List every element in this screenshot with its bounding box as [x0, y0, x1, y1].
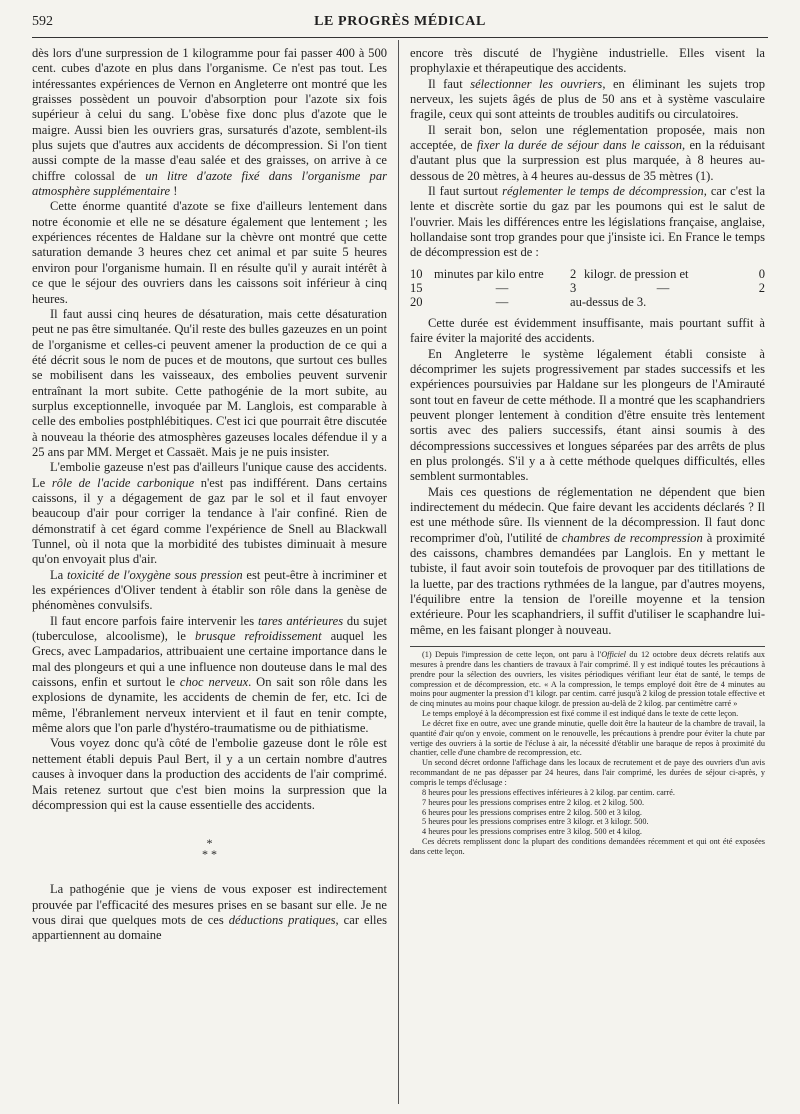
paragraph: L'embolie gazeuse n'est pas d'ailleurs l'unique cause des accidents. Le rôle de l'acide carbonique n'est pas indifférent. Dans certains caissons, il y a dégagement de gaz par le sol et il faut envoyer beaucoup d'air pour corriger la tendance à l'air confiné. Rien de démonstratif à cet égard comme l'expérience de Snell au Blackwall Tunnel, où il nota que la morbidité des tubistes diminuait à mesure qu'on envoyait plus d'air. — [32, 460, 387, 567]
table-row: 10 minutes par kilo entre 2 kilogr. de pression et 0 — [410, 266, 765, 281]
footnote: 7 heures pour les pressions comprises entre 2 kilog. et 2 kilog. 500. — [422, 797, 645, 807]
paragraph: encore très discuté de l'hygiène industrielle. Elles visent la prophylaxie et thérapeutique des accidents. — [410, 46, 765, 76]
left-column — [32, 46, 387, 944]
decompression-table — [410, 267, 765, 309]
footnote: 8 heures pour les pressions effectives inférieures à 2 kilog. par centim. carré. — [422, 787, 675, 797]
footnote: (1) Depuis l'impression de cette leçon, ont paru à l'Officiel du 12 octobre deux décrets relatifs aux mesures à prendre dans les chantiers de travaux à l'air comprimé. Il y est indiqué toutes les précautions à prendre pour la sélection des ouvriers, les visites périodiques vérifiant leur état de santé, le temps de compression et de décompression, etc. « A la compression, le temps employé doit être de 4 minutes au moins pour augmenter la pression d'1 kilogr. par centim. carré jusqu'à 2 kilog de pression totale effective et de cinq minutes au moins pour chaque kilogr. de pression au-delà de 2 kilog. par centimètre carré » — [410, 650, 765, 709]
footnotes — [410, 650, 765, 857]
footnote: Un second décret ordonne l'affichage dans les locaux de recrutement et de paye des ouvriers d'un avis recommandant de ne pas dépasser par 24 heures, dans l'air comprimé, les durées de séjour ci-après, y compris le temps d'éclusage : — [410, 758, 765, 787]
journal-title: LE PROGRÈS MÉDICAL — [314, 14, 486, 29]
paragraph: Il faut sélectionner les ouvriers, en éliminant les sujets trop nerveux, les sujets âgés de plus de 50 ans et à système vasculaire fragile, ceux qui sont atteints de troubles auditifs ou circulatoires. — [410, 76, 765, 122]
paragraph: Il serait bon, selon une réglementation proposée, mais non acceptée, de fixer la durée de séjour dans le caisson, en la réduisant d'autant plus que la surpression est plus marquée, à 8 heures au-dessous de 20 mètres, à 4 heures au-dessus de 35 mètres (1). — [410, 122, 766, 183]
section-separator: * * * — [202, 836, 217, 862]
paragraph: Vous voyez donc qu'à côté de l'embolie gazeuse dont le rôle est nettement établi depuis Paul Bert, il y a un certain nombre d'autres causes à invoquer dans la production des accidents de l'air comprimé. Mais retenez surtout que c'est bien moins la surpression que la décompression qui est la cause essentielle des accidents. — [32, 736, 387, 812]
right-column — [410, 46, 765, 857]
paragraph: Il faut aussi cinq heures de désaturation, mais cette désaturation peut ne pas être simultanée. Qu'il reste des bulles gazeuzes en un point de l'organisme et celles-ci peuvent amener la production de ce qui a été décrit sous le nom de puces et de moutons, que surtout ces bulles se mobilisent dans les vaisseaux, des embolies peuvent survenir entraînant la mort subite. Cette pathogénie de la mort subite, au surplus exceptionnelle, invoquée par M. Langlois, est comparable à celle des embolies postphlébitiques. C'est ici que pourrait être discutée à nouveau la théorie des atmosphères gazeuses locales défendue il y a 25 ans par MM. Merget et Cassaët. Mais je ne puis insister. — [32, 306, 387, 459]
paragraph: La toxicité de l'oxygène sous pression est peut-être à incriminer et les expériences d'Oliver tendent à établir son rôle dans la genèse de phénomènes convulsifs. — [32, 567, 387, 613]
table-row: 15 — 3 — 2 — [410, 280, 765, 295]
page-number: 592 — [32, 14, 53, 29]
footnote: Le temps employé à la décompression est fixé comme il est indiqué dans le texte de cette leçon. — [422, 709, 739, 719]
footnote: 6 heures pour les pressions comprises entre 2 kilog. 500 et 3 kilog. — [422, 807, 642, 817]
footnote: 5 heures pour les pressions comprises entre 3 kilogr. et 3 kilogr. 500. — [422, 817, 649, 827]
paragraph: Cette durée est évidemment insuffisante, mais pourtant suffit à faire éviter la majorité des accidents. — [410, 315, 765, 346]
paragraph: dès lors d'une surpression de 1 kilogramme pour fai passer 400 à 500 cent. cubes d'azote en plus dans l'organisme. Ce n'est pas tout. Les intéressantes expériences de Vernon en Angleterre ont montré que les graisses possèdent un pouvoir d'absorption pour l'azote six fois supérieur à celui du sang. L'obèse fixe donc plus d'azote que le maigre. Aussi bien les ouvriers gras, sursaturés d'azote, semblent-ils plus sujets que d'autres aux accidents de décompression. Si l'on tient aussi compte de la masse d'eau salée et des graisses, on arrive à ce chiffre colossal de un litre d'azote fixé dans l'organisme par atmosphère supplémentaire ! — [32, 46, 387, 199]
footnote: Le décret fixe en outre, avec une grande minutie, quelle doit être la hauteur de la chambre de travail, la quantité d'air qu'on y envoie, comment on le renouvelle, les précautions à prendre pour éviter la chute par vertige des ouvriers à la sortie de l'écluse à air, la nécessité d'établir une baraque de repos à proximité du chantier, celle d'une chambre de recompression, etc. — [410, 718, 765, 758]
paragraph: Cette énorme quantité d'azote se fixe d'ailleurs lentement dans notre économie et elle ne se désature également que lentement ; les expériences récentes de Haldane sur la chèvre ont montré que cette saturation demande 3 heures chez cet animal et par suite 5 heures environ pour l'organisme humain. Il en résulte qu'il y aurait intérêt à ce que le séjour des ouvriers dans les caissons soit inférieur à cinq heures. — [32, 199, 387, 306]
paragraph: La pathogénie que je viens de vous exposer est indirectement prouvée par l'efficacité des mesures prises en se basant sur elle. Je ne vous dirai que quelques mots de ces déductions pratiques, car elles appartiennent au domaine — [32, 882, 387, 943]
footnote: Ces décrets remplissent donc la plupart des conditions demandées récemment et qui ont été exposées dans cette leçon. — [410, 837, 765, 856]
footnote: 4 heures pour les pressions comprises entre 3 kilog. 500 et 4 kilog. — [422, 827, 642, 837]
page-header — [32, 14, 768, 36]
paragraph: Il faut surtout réglementer le temps de décompression, car c'est la lente et discrète sortie du gaz par les poumons qui est le salut de l'ouvrier. Mais les différences entre les législations française, anglaise, hollandaise sont trop grandes pour que j'insiste ici. En France le temps de décompression est de : — [410, 184, 766, 260]
paragraph: Il faut encore parfois faire intervenir les tares antérieures du sujet (tuberculose, alcoolisme), le brusque refroidissement auquel les Grecs, avec Lampadarios, attribuaient une certaine importance dans le mal des plongeurs et qui a une influence non douteuse dans le mal des caissons, enfin et surtout le choc nerveux. On sait son rôle dans les explosions de dynamite, les accidents de chemin de fer, etc. Ici de même, l'ébranlement nerveux intervient et il faut en tenir compte, même alors que l'on parle d'hystéro-traumatisme ou de pithiatisme. — [32, 613, 387, 736]
header-rule — [32, 37, 768, 38]
paragraph: En Angleterre le système légalement établi consiste à décomprimer les sujets progressivement par stades successifs et les expériences poursuivies par Haldane sur les plongeurs de l'Amirauté sont tout en faveur de cette méthode. Il a montré que les scaphandriers peuvent plonger lentement à condition d'être ensuite très lentement sortis avec des paliers successifs, étant ainsi soumis à des décompressions successives et longues séparées par des arrêts de plus en plus prolongés. S'il y a à cette méthode quelques difficultés, elles semblent surmontables. — [410, 346, 765, 484]
footnote-rule — [410, 646, 765, 647]
table-row: 20 — au-dessus de 3. — [410, 294, 647, 309]
column-divider — [398, 40, 399, 1104]
paragraph: Mais ces questions de réglementation ne dépendent que bien indirectement du médecin. Que faire devant les accidents déclarés ? Il est une méthode sûre. Ils viennent de la décompression. Il faut donc recomprimer d'où, l'utilité de chambres de recompression à proximité des caissons, chambres demandées par Langlois. En y mettant le tubiste, il faut avoir soin toutefois de provoquer par des titillations de la luette, par des tractions rythmées de la langue, par d'autres moyens, l'équilibre entre la tension de l'oreille moyenne et la tension extérieure. Pour les scaphandriers, il suffit d'utiliser le scaphandre lui-même, en les faisant plonger à nouveau. — [410, 484, 765, 637]
